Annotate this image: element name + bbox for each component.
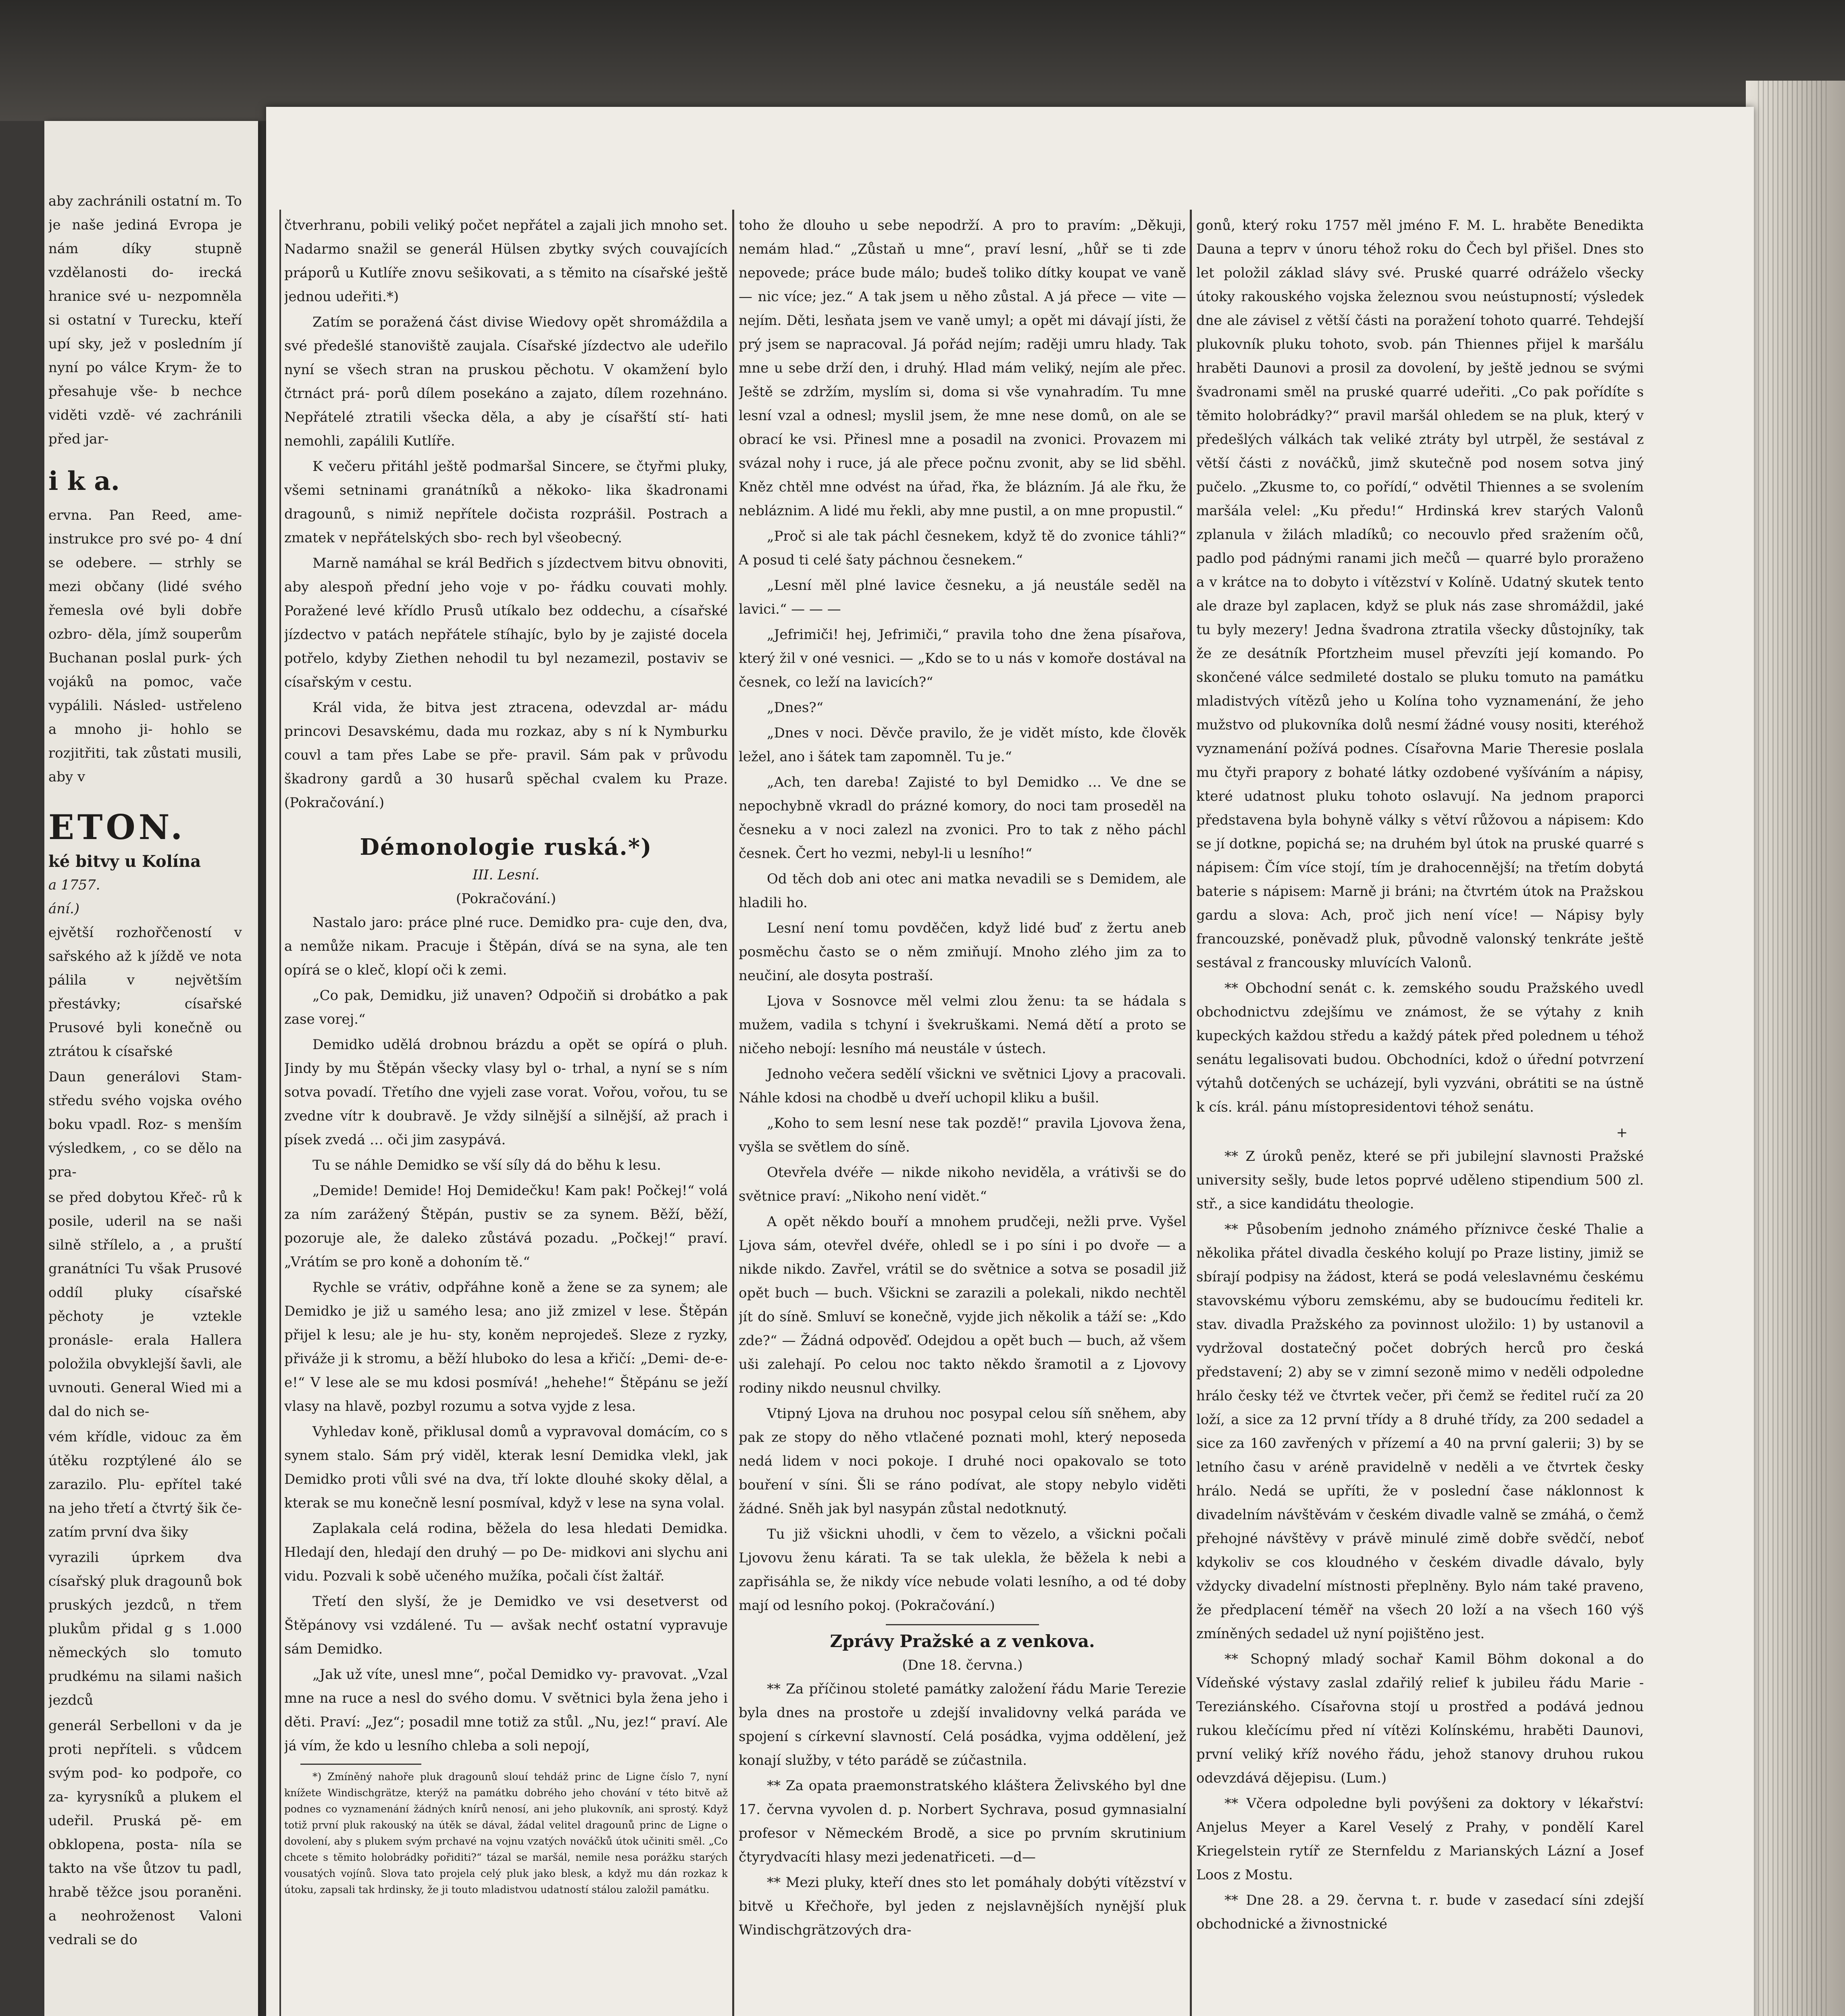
book-edge-pages: [1758, 81, 1826, 2016]
left-column-fragment: [48, 190, 242, 2016]
news-item: ** Mezi pluky, kteří dnes sto let pomáhaly dobýti vítězství v bitvě u Křečhoře, byl jeden z nejslavnějších nynější pluk Windischgrätzových dra-: [739, 1874, 1186, 1938]
paragraph: „Dnes v noci. Děvče pravilo, že je vidět místo, kde člověk ležel, ano i šátek tam zapomněl. Tu je.“: [739, 725, 1186, 765]
paragraph: „Co pak, Demidku, již unaven? Odpočiň si drobátko a pak zase vorej.“: [284, 987, 728, 1027]
paragraph: „Koho to sem lesní nese tak pozdě!“ pravila Ljovova žena, vyšla se světlem do síně.: [739, 1115, 1186, 1155]
paragraph: „Jak už víte, unesl mne“, počal Demidko vy- pravovat. „Vzal mne na ruce a nesl do svého domu. V světnici byla žena jeho i děti. Praví: „Jez“; posadil mne totiž za stůl. „Nu, jez!“ praví. Ale já vím, že kdo u lesního chleba a soli nepojí,: [284, 1666, 728, 1754]
column-rule: [1190, 210, 1192, 2016]
left-paragraph: vém křídle, vidouc za ěm útěku rozptýlené álo se zarazilo. Plu- epřítel také na jeho třetí a čtvrtý šik če- zatím první dva šiky: [48, 1429, 242, 1540]
paragraph: Vyhledav koně, přiklusal domů a vypravoval domácím, co s synem stalo. Sám prý viděl, kterak lesní Demidka vlekl, jak Demidko proti vůli své na dva, tří lokte dlouhé skoky dělal, a kterak se mu konečně lesní posmíval, když v lese na syna volal.: [284, 1424, 728, 1511]
paragraph: Vtipný Ljova na druhou noc posypal celou síň sněhem, aby pak ze stopy do něho vtlačené poznati mohl, který neposeda nedá lidem v noci pokoje. I druhé noci opakovalo se toto bouření v síni. Šli se ráno podívat, ale stopy nebylo viděti žádné. Sněh jak byl nasypán zůstal nedotknutý.: [739, 1406, 1186, 1517]
left-subheading: ké bitvy u Kolína: [48, 852, 201, 871]
paragraph: Od těch dob ani otec ani matka nevadili se s Demidem, ale hladili ho.: [739, 871, 1186, 911]
paragraph: A opět někdo bouří a mnohem prudčeji, nežli prve. Vyšel Ljova sám, otevřel dvéře, ohledl se i po síni i po dvoře — a nikde nikdo. Zavřel, vrátil se do světnice a sotva se posadil již opět buch — buch. Všickni se zarazili a polekali, nikdo nechtěl jít do síně. Smluví se konečně, vyjde jich několik a táží se: „Kdo zde?“ — Žádná odpověď. Odejdou a opět buch — buch, až všem uši zalehají. Po celou noc takto někdo šramotil a z Ljovovy rodiny nikdo neusnul chvilky.: [739, 1214, 1186, 1396]
paragraph: Lesní není tomu povděčen, když lidé buď z žertu aneb posměchu často se o něm zmiňují. Mnoho zlého jim za to neučiní, ale dosyta postraší.: [739, 920, 1186, 984]
left-paragraph: ejvětší rozhořčeností v sařského až k jíždě ve nota pálila v největším přestávky; císařské Prusové byli konečně ou ztrátou k císařské: [48, 925, 242, 1060]
news-item: ** Za opata praemonstratského kláštera Želivského byl dne 17. června vyvolen d. p. Norbert Sychrava, posud gymnasialní profesor v Německém Brodě, a sice po prvním skrutinium čtyrydvacíti hlasy mezi jedenatřiceti. —d—: [739, 1778, 1186, 1865]
news-item: ** Schopný mladý sochař Kamil Böhm dokonal a do Vídeňské výstavy zaslal zdařilý relief k jubileu řádu Marie - Tereziánského. Císařovna stojí u prostřed a podává jednou rukou klečícímu před ní vítězi Kolínskému, hraběti Daunovi, první veliký kříž nového řádu, jehož stanovy druhou rukou odevzdává dějepisu. (Lum.): [1196, 1651, 1644, 1786]
paragraph: gonů, který roku 1757 měl jméno F. M. L. hraběte Benedikta Dauna a teprv v únoru téhož roku do Čech byl přišel. Dnes sto let položil základ slávy své. Pruské quarré odráželo všecky útoky rakouského vojska železnou svou neústupností; výsledek dne ale závisel z větší části na poražení tohoto quarré. Tehdejší plukovník pluku tohoto, svob. pán Thiennes přijel k maršálu hraběti Daunovi a prosil za dovolení, by ještě jednou se svými švadronami směl na pruské quarré udeřiti. „Co pak pořídíte s těmito holobrádky?“ pravil maršál ohledem se na pluk, který v předešlých válkách tak veliké ztráty byl utrpěl, že sestával z větší části z nováčků, jimž skutečně pod nosem sotva jiný pučelo. „Zkusme to, co pořídí,“ odvětil Thiennes a se svolením maršála velel: „Ku předu!“ Hrdinská krev starých Valonů zplanula v žilách mladíků; co necouvlo před sražením očů, padlo pod pádnými ranami jich mečů — quarré bylo proraženo a v krátce na to dobyto i vítězství v Kolíně. Udatný skutek tento ale draze byl zaplacen, když se pluk nás zase shromáždil, jaké tu byly mezery! Jedna švadrona ztratila všecky důstojníky, tak že ze desátník Pfortzheim musel převzíti její komando. Po skončené válce sedmileté dostalo se pluku tomuto na památku mladistvých vítězů jeho u Kolína toho vyznamenání, že jeho mužstvo od plukovníka dolů nesmí žádné vousy nositi, kteréhož vyznamenání požívá podnes. Císařovna Marie Theresie poslala mu čtyři prapory z bohaté látky ozdobené vyšíváním a nápisy, které udatnost pluku tohoto oslavují. Na jednom praporci představena byla bohyně války s větví růžovou a nápisem: Kdo se jí dotkne, popichá se; na druhém byl útok na pruské quarré s nápisem: Čím více stojí, tím je drahocennější; na třetím dobytá baterie s nápisem: Marně ji bráni; na čtvrtém útok na Pražskou gardu a slova: Ach, proč jich není více! — Nápisy byly francouzské, poněvadž pluk, původně valonský tenkráte ještě sestával z francousky mluvících Valonů.: [1196, 217, 1644, 971]
scan-background-top: [0, 0, 1845, 121]
article-heading: Démonologie ruská.*): [360, 834, 652, 860]
paragraph: Tu se náhle Demidko se vší síly dá do běhu k lesu.: [312, 1157, 661, 1173]
column-3: [1196, 214, 1644, 2016]
footnote-rule: [300, 1764, 421, 1765]
paragraph: Otevřela dvéře — nikde nikoho neviděla, a vrátivši se do světnice praví: „Nikoho není vidět.“: [739, 1164, 1186, 1204]
column-2: [739, 214, 1186, 2016]
left-paragraph: aby zachránili ostatní m. To je naše jediná Evropa je nám díky stupně vzdělanosti do- irecká hranice své u- nezpomněla si ostatní v Turecku, kteří upí sky, jež v posledním jí nyní po válce Krym- že to přesahuje vše- b nechce viděti vzdě- vé zachránili před jar-: [48, 193, 242, 447]
paragraph: „Jefrimiči! hej, Jefrimiči,“ pravila toho dne žena písařova, který žil v oné vesnici. — „Kdo se to u nás v komoře dostával na česnek, co leží na lavicích?“: [739, 627, 1186, 690]
left-paragraph: Daun generálovi Stam- středu svého vojska ového boku vpadl. Roz- s menším výsledkem, , co se dělo na pra-: [48, 1069, 242, 1180]
paragraph: Rychle se vrátiv, odpřáhne koně a žene se za synem; ale Demidko je již u samého lesa; ano již zmizel v lese. Štěpán přijel k lesu; ale je hu- sty, koněm neprojedeš. Sleze z ryzky, přiváže ji k stromu, a běží hluboko do lesa a křičí: „Demi- de-e-e!“ V lese ale se mu kdosi posmívá! „hehehe!“ Štěpánu se ježí vlasy na hlavě, pozbyl rozumu a sotva vyjde z lesa.: [284, 1279, 728, 1414]
paragraph: Demidko udělá drobnou brázdu a opět se opírá o pluh. Jindy by mu Štěpán všecky vlasy byl o- trhal, a nyní se s ním sotva povadí. Třetího dne vyjeli zase vorat. Vořou, vořou, tu se zvedne vítr k doubravě. Je vždy silnější a silnější, až prach i písek zvedá … oči jim zasypává.: [284, 1037, 728, 1148]
footnote: *) Zmíněný nahoře pluk dragounů slouí tehdáž princ de Ligne číslo 7, nyní knížete Windischgrätze, kterýž na památku dobrého jeho chování v této bitvě až podnes co vyznamenání žádných knírů nenosí, ani jeho plukovník, ani sprostý. Když totiž první pluk rakouský na útěk se dával, žádal velitel dragounů princ de Ligne o dovolení, aby s plukem svým prchavé na vojnu vzatých nováčků útok učiniti směl. „Co chcete s těmito holobrádky pořiditi?“ tázal se maršál, nemile nesa porážku starých vousatých vojínů. Slova tato projela celý pluk jako blesk, a když mu dán rozkaz k útoku, zapsali tak hrdinsky, že ji touto mladistvou udatností stálou založil památku.: [284, 1771, 728, 1895]
column-1: [284, 214, 728, 2016]
paragraph: „Lesní měl plné lavice česneku, a já neustále seděl na lavici.“ — — —: [739, 577, 1186, 617]
paragraph: „Ach, ten dareba! Zajisté to byl Demidko … Ve dne se nepochybně vkradl do prázné komory, do noci tam proseděl na česneku a v noci zalezl na zvonici. Pro to tak z něho páchl česnek. Čert ho vezmi, nebyl-li u lesního!“: [739, 774, 1186, 862]
paragraph: Ljova v Sosnovce měl velmi zlou ženu: ta se hádala s mužem, vadila s tchyní i švekruškami. Nemá dětí a proto se ničeho nebojí: lesního má neustále v ústech.: [739, 993, 1186, 1057]
paragraph: Zatím se poražená část divise Wiedovy opět shromáždila a své předešlé stanoviště zaujala. Císařské jízdectvo ale udeřilo nyní se všech stran na pruskou pěchotu. V okamžení bylo čtrnáct prá- porů dílem posekáno a zajato, dílem rozehnáno. Nepřátelé ztratili všecka děla, a aby je císařští stí- hati nemohli, zapálili Kutlíře.: [284, 314, 728, 449]
paragraph: toho že dlouho u sebe nepodrží. A pro to pravím: „Děkuji, nemám hlad.“ „Zůstaň u mne“, praví lesní, „hůř se ti zde nepovede; práce bude málo; budeš toliko dítky koupat ve vaně — nic více; jez.“ A tak jsem u něho zůstal. A já přece — vite — nejím. Děti, lesňata jsem ve vaně umyl; a opět mi dávají jísti, že prý jsem se napracoval. Já pořád nejím; raději umru hlady. Tak mne u sebe drží den, i druhý. Hlad mám veliký, nejím ale přec. Ještě se zdržím, myslím si, doma si vše vynahradím. Tu mne lesní vzal a odnesl; myslil jsem, že mne nese domů, on ale se obrací ke vsi. Přinesl mne a posadil na zvonici. Provazem mi svázal nohy i ruce, já ale přece počnu zvonit, aby se lid sběhl. Kněz chtěl mne odvést na úřad, řka, že blázním. Já ale řku, že nebláznim. A lidé mu řekli, aby mne pustil, a on mne propustil.“: [739, 217, 1186, 519]
paragraph: Tu již všickni uhodli, v čem to vězelo, a všickni počali Ljovovu ženu kárati. Ta se tak ulekla, že běžela k nebi a zapřisáhla se, že nikdy více nebude volati lesního, a od té doby mají od lesního pokoj. (Pokračování.): [739, 1526, 1186, 1614]
cross-mark: +: [1616, 1125, 1628, 1141]
left-heading-feuilleton: ETON.: [48, 807, 186, 847]
paragraph: Nastalo jaro: práce plné ruce. Demidko pra- cuje den, dva, a nemůže nikam. Pracuje i Štěpán, dívá se na syna, ale ten opírá se o kleč, klopí oči k zemi.: [284, 914, 728, 978]
left-heading: i k a.: [48, 466, 120, 496]
left-paragraph: vyrazili úprkem dva císařský pluk dragounů bok pruských jezdců, n třem plukům přidal g s 1.000 německých slo tomuto prudkému na silami našich jezdců: [48, 1549, 242, 1708]
left-paragraph: generál Serbelloni v da je proti nepříteli. s vůdcem svým pod- ko podpoře, co za- kyrysníků a plukem el udeřil. Pruská pě- em obklopena, posta- níla se takto na vše ůtzov tu padl, hrabě těžce jsou poraněni. a neohroženost Valoni vedrali se do: [48, 1718, 242, 1948]
paragraph: Král vida, že bitva jest ztracena, odevzdal ar- mádu princovi Desavskému, dada mu rozkaz, aby s ní k Nymburku couvl a tam přes Labe se pře- pravil. Sám pak v průvodu škadrony gardů a 30 husarů spěchal cvalem ku Praze. (Pokračování.): [284, 700, 728, 811]
news-item: ** Z úroků peněz, které se při jubilejní slavnosti Pražské university sešly, bude letos poprvé uděleno stipendium 500 zl. stř., a sice kandidátu theologie.: [1196, 1148, 1644, 1212]
news-item: ** Za příčinou stoleté památky založení řádu Marie Terezie byla dnes na prostoře u zdejší invalidovny velká paráda ve spojení s církevní slavností. Celá posádka, vyjma oddělení, jež konají služby, v této parádě se zúčastnila.: [739, 1681, 1186, 1768]
news-section-heading: Zprávy Pražské a z venkova.: [830, 1631, 1095, 1651]
left-paragraph: ervna. Pan Reed, ame- instrukce pro své po- 4 dní se odebere. — strhly se mezi občany (lidé svého řemesla ové byli dobře ozbro- děla, jímž souperům Buchanan poslal purk- ých vojáků na pomoc, vače vypálili. Násled- ustřeleno a mnoho ji- hohlo se rozjitřiti, tak zůstati musili, aby v: [48, 507, 242, 785]
article-subheading: III. Lesní.: [473, 867, 539, 883]
paragraph: Zaplakala celá rodina, běžela do lesa hledati Demidka. Hledají den, hledají den druhý — po De- midkovi ani slychu ani vidu. Pozvali k sobě učeného mužíka, počali číst žaltář.: [284, 1520, 728, 1584]
paragraph: „Dnes?“: [767, 700, 823, 716]
news-item: ** Dne 28. a 29. června t. r. bude v zasedací síni zdejší obchodnické a živnostnické: [1196, 1892, 1644, 1932]
news-item: ** Obchodní senát c. k. zemského soudu Pražského uvedl obchodnictvu zdejšímu ve známost, že se výtahy z knih kupeckých každou středu a každý pátek před polednem u téhož senátu legalisovati budou. Obchodníci, kdož o úřední potvrzení výtahů dotčených se ucházejí, byli vyzváni, obrátiti se na ústně k cís. král. pánu místopresidentovi téhož senátu.: [1196, 980, 1644, 1115]
column-rule: [732, 210, 734, 2016]
paragraph: Třetí den slyší, že je Demidko ve vsi desetverst od Štěpánovy vsi vzdálené. Tu — avšak nechť ostatní vypravuje sám Demidko.: [284, 1593, 728, 1657]
news-item: ** Působením jednoho známého příznivce české Thalie a několika přátel divadla českého kolují po Praze listiny, jimiž se sbírají podpisy na žádost, která se podá veleslavnému českému stavovskému výboru zemskému, aby se budoucímu řediteli kr. stav. divadla Pražského za povinnost uložilo: 1) by ustanovil a vydržoval dostatečný počet dobrých herců pro česká představení; 2) aby se v zimní sezoně mimo v neděli odpoledne hrálo česky též ve čtvrtek večer, při čemž se ředitel ručí za 20 loží, a sice za 12 první třídy a 8 druhé třídy, za 200 sedadel a sice za 160 zavřených v přízemí a 40 na první galerii; 3) by se letního času v aréně pravidelně v neděli a ve čtvrtek česky hrálo. Nedá se upříti, že v poslední čase náklonnost k divadelním návštěvám v českém divadle valně se zmáhá, o čemž přehojné návštěvy v právě minulé zimě dobře svědčí, neboť kdykoliv se cos kloudného v českém divadle dávalo, byly vždycky divadelní místnosti přeplněny. Bylo nám také praveno, že předplacení téměř na všech 20 loží a na všech 160 výš zmíněných sedadel už nyní pojištěno jest.: [1196, 1221, 1644, 1642]
left-paragraph: se před dobytou Křeč- rů k posile, uderil na se naši silně střílelo, a , a pruští granátníci Tu však Prusové oddíl pluky císařské pěchoty je vztekle pronásle- erala Hallera položila obvyklejší šavli, ale uvnouti. General Wied mi a dal do nich se-: [48, 1189, 242, 1420]
paragraph: K večeru přitáhl ještě podmaršal Sincere, se čtyřmi pluky, všemi setninami granátníků a někoko- lika škadronami dragounů, s nimiž nepřítele dočista rozprášil. Postrach a zmatek v nepřátelských sbo- rech byl všeobecný.: [284, 458, 728, 546]
left-subheading-year: a 1757.: [48, 877, 100, 893]
paragraph: „Demide! Demide! Hoj Demidečku! Kam pak! Počkej!“ volá za ním zarážený Štěpán, pustiv se za synem. Běží, běží, pozoruje ale, že daleko zůstává pozadu. „Počkej!“ praví. „Vrátím se pro koně a dohoním tě.“: [284, 1183, 728, 1270]
news-date: (Dne 18. června.): [902, 1657, 1023, 1673]
section-rule: [886, 1624, 1039, 1625]
paragraph: Jednoho večera sedělí všickni ve světnici Ljovy a pracovali. Náhle kdosi na chodbě u dveří uchopil kliku a bušil.: [739, 1066, 1186, 1106]
paragraph: Marně namáhal se král Bedřich s jízdectvem bitvu obnoviti, aby alespoň přední jeho voje v po- řádku couvati mohly. Poražené levé křídlo Prusů utíkalo bez oddechu, a císařské jízdectvo v patách nepřátele stíhajíc, bylo by je zajisté docela potřelo, kdyby Ziethen nehodil tu byl nezamezil, postaviv se císařským v cestu.: [284, 555, 728, 690]
left-subheading-note: ání.): [48, 901, 80, 917]
continuation-note: (Pokračování.): [456, 891, 556, 907]
paragraph: „Proč si ale tak páchl česnekem, když tě do zvonice táhli?“ A posud ti celé šaty páchnou česnekem.“: [739, 528, 1186, 568]
paragraph: čtverhranu, pobili veliký počet nepřátel a zajali jich mnoho set. Nadarmo snažil se generál Hülsen zbytky svých couvajících práporů u Kutlíře znovu sešikovati, a s těmito na císařské ještě jednou udeřiti.*): [284, 217, 728, 305]
news-item: ** Včera odpoledne byli povýšeni za doktory v lékařství: Anjelus Meyer a Karel Veselý z Prahy, v pondělí Karel Kriegelstein rytíř ze Sternfeldu z Marianských Lázní a Josef Loos z Mostu.: [1196, 1795, 1644, 1883]
column-rule: [279, 210, 281, 2016]
